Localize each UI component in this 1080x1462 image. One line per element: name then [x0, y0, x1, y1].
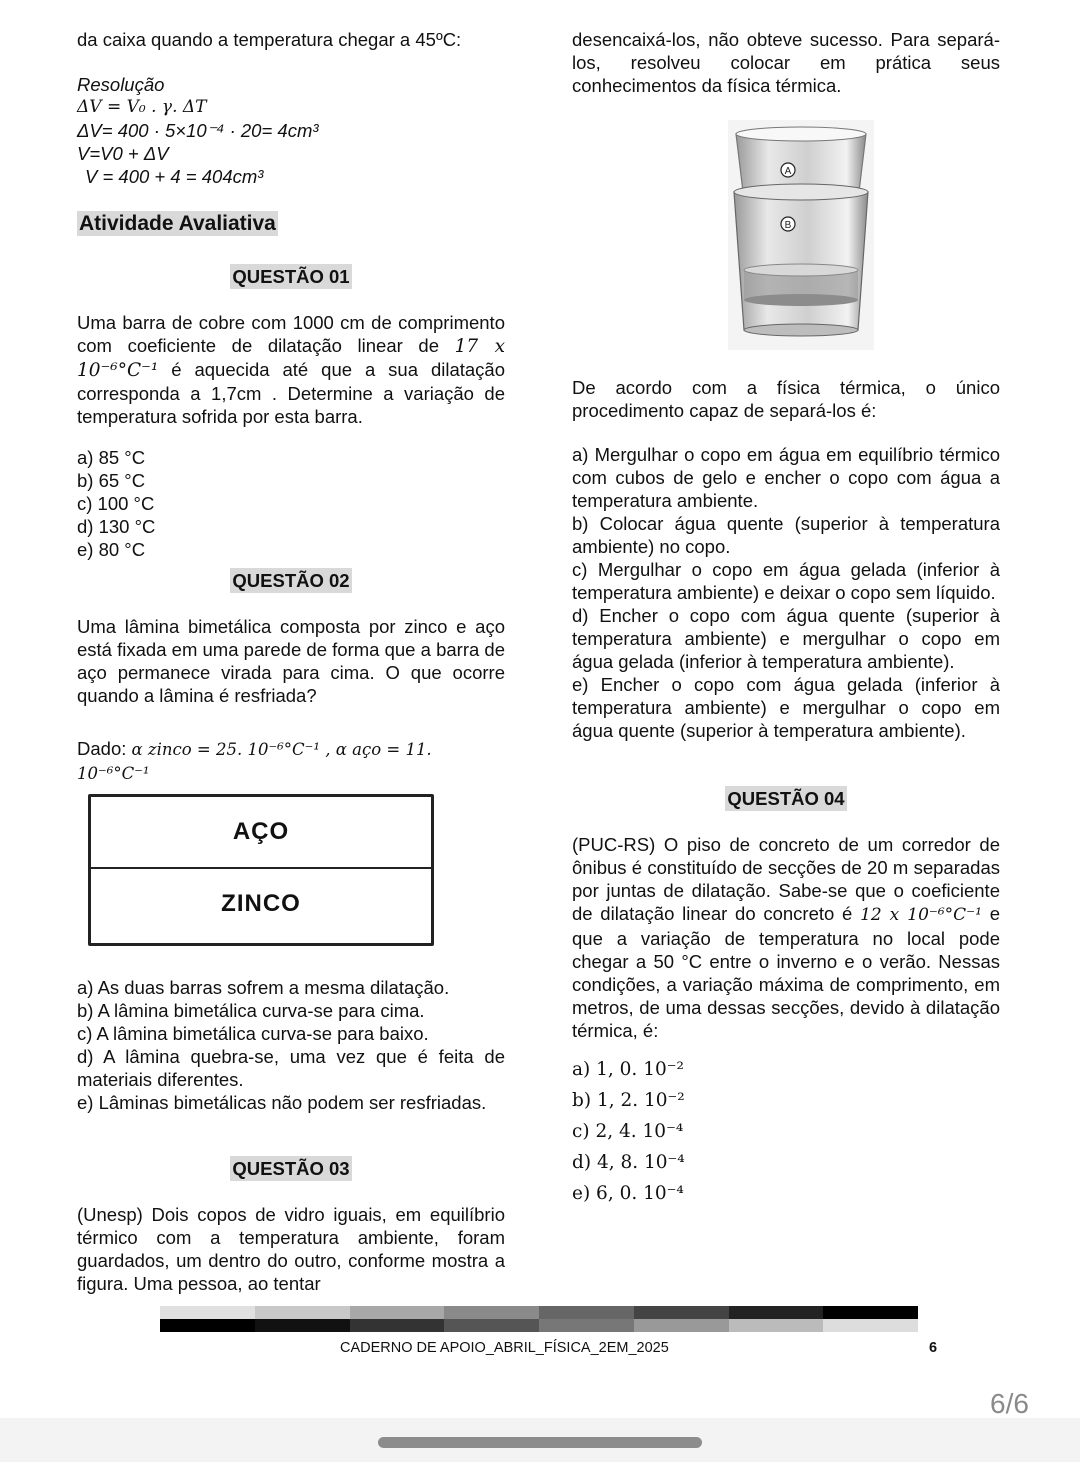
q1-option-b[interactable]: b) 65 °C	[77, 470, 146, 491]
formula-1: ΔV = V₀ . γ. ΔT	[77, 97, 207, 117]
q2-dado	[77, 737, 505, 785]
intro-line: da caixa quando a temperatura chegar a 45ºC:	[77, 29, 462, 50]
q1-option-d[interactable]: d) 130 °C	[77, 516, 156, 537]
label-a: A	[784, 166, 792, 177]
q1-text-a: Uma barra de cobre com 1000 cm de comprimento com coeficiente de dilatação linear de	[77, 312, 505, 356]
footer-title: CADERNO DE APOIO_ABRIL_FÍSICA_2EM_2025	[340, 1340, 669, 1356]
q3-option-a[interactable]: a) Mergulhar o copo em água em equilíbrio térmico com cubos de gelo e encher o copo com água a temperatura ambiente.	[572, 444, 1000, 511]
q3-continued	[572, 28, 1000, 97]
page-counter: 6/6	[990, 1388, 1029, 1419]
q3-option-e[interactable]: e) Encher o copo com água gelada (inferior à temperatura ambiente) e mergulhar o copo em água quente (superior à temperatura ambiente).	[572, 674, 1000, 741]
resolucao-label: Resolução	[77, 74, 165, 95]
q2-option-d[interactable]: d) A lâmina quebra-se, uma vez que é feita de materiais diferentes.	[77, 1046, 505, 1090]
q4-coefficient: 12 x 10⁻⁶°C⁻¹	[860, 905, 982, 925]
stacked-glasses-figure	[728, 120, 874, 350]
q2-option-a[interactable]: a) As duas barras sofrem a mesma dilatação.	[77, 977, 450, 998]
formula-4: V = 400 + 4 = 404cm³	[85, 166, 264, 187]
footer-page-number: 6	[929, 1340, 938, 1356]
q1-text-b: é aquecida até que a sua dilatação corresponda a 1,7cm . Determine a variação de temperatura sofrida por esta barra.	[77, 359, 505, 427]
glass-b	[734, 192, 868, 330]
left-column-top	[77, 28, 505, 188]
q2-text: Uma lâmina bimetálica composta por zinco e aço está fixada em uma parede de forma que a barra de aço permanece virada para cima. O que ocorre quando a lâmina é resfriada?	[77, 616, 505, 706]
home-indicator-bar[interactable]	[378, 1437, 702, 1448]
q2-option-b[interactable]: b) A lâmina bimetálica curva-se para cima.	[77, 1000, 425, 1021]
q1-option-e[interactable]: e) 80 °C	[77, 539, 146, 560]
q3-prompt-block	[572, 376, 1000, 742]
q1-options	[77, 446, 505, 561]
question-02	[77, 568, 505, 785]
q4-option-d[interactable]: d) 4, 8. 10⁻⁴	[572, 1152, 685, 1173]
footer-bar-bottom	[160, 1319, 918, 1332]
q4-option-c[interactable]: c) 2, 4. 10⁻⁴	[572, 1121, 684, 1142]
bimetal-steel-layer: AÇO	[91, 797, 431, 869]
q3-heading: QUESTÃO 03	[232, 1158, 350, 1179]
question-01	[77, 264, 505, 561]
activity-title-block	[77, 211, 505, 236]
q2-option-c[interactable]: c) A lâmina bimetálica curva-se para baixo.	[77, 1023, 429, 1044]
q2-option-e[interactable]: e) Lâminas bimetálicas não podem ser resfriadas.	[77, 1092, 487, 1113]
q4-options	[572, 1054, 1000, 1209]
q4-text-a: (PUC-RS) O piso de concreto de um corredor de ônibus é constituído de secções de 20 m separadas por juntas de dilatação. Sabe-se que o coeficiente de dilatação linear do concreto é	[572, 834, 1000, 924]
bimetal-zinc-layer: ZINCO	[221, 890, 301, 917]
q4-option-e[interactable]: e) 6, 0. 10⁻⁴	[572, 1183, 684, 1204]
q1-coefficient: 17 x 10⁻⁶°C⁻¹	[77, 336, 506, 381]
q4-text-b: e que a variação de temperatura no local pode chegar a 50 °C entre o inverno e o verão. Nessas condições, a variação máxima de comprimento, em metros, de uma dessas secções, devido à dilatação térmica, é:	[572, 903, 1001, 1041]
q4-option-b[interactable]: b) 1, 2. 10⁻²	[572, 1090, 685, 1111]
q3-option-c[interactable]: c) Mergulhar o copo em água gelada (inferior à temperatura ambiente) e deixar o copo sem líquido.	[572, 559, 1000, 603]
q2-heading: QUESTÃO 02	[232, 570, 350, 591]
q1-option-c[interactable]: c) 100 °C	[77, 493, 155, 514]
q1-heading: QUESTÃO 01	[232, 266, 350, 287]
footer-bar-top	[160, 1306, 918, 1319]
q3-text-right: desencaixá-los, não obteve sucesso. Para separá-los, resolveu colocar em prática seus conhecimentos da física térmica.	[572, 29, 1000, 96]
activity-title: Atividade Avaliativa	[79, 212, 276, 235]
formula-2: ΔV= 400 · 5×10⁻⁴ · 20= 4cm³	[77, 120, 319, 141]
q4-text	[572, 833, 1000, 1042]
q1-text	[77, 311, 505, 428]
label-b: B	[784, 220, 792, 231]
q3-text-left: (Unesp) Dois copos de vidro iguais, em equilíbrio térmico com a temperatura ambiente, foram guardados, um dentro do outro, conforme mostra a figura. Uma pessoa, ao tentar	[77, 1204, 505, 1294]
q3-options	[572, 443, 1000, 742]
q2-options	[77, 976, 505, 1114]
q2-dado-label: Dado:	[77, 738, 127, 759]
q2-dado-formula: α zinco = 25. 10⁻⁶°C⁻¹ , α aço = 11. 10⁻⁶°C⁻¹	[77, 740, 432, 783]
q3-option-d[interactable]: d) Encher o copo com água quente (superior à temperatura ambiente) e mergulhar o copo em água gelada (inferior à temperatura ambiente).	[572, 605, 1000, 672]
q3-option-b[interactable]: b) Colocar água quente (superior à temperatura ambiente) no copo.	[572, 513, 1000, 557]
question-04	[572, 786, 1000, 1209]
q3-prompt: De acordo com a física térmica, o único procedimento capaz de separá-los é:	[572, 377, 1000, 421]
q1-option-a[interactable]: a) 85 °C	[77, 447, 146, 468]
q4-option-a[interactable]: a) 1, 0. 10⁻²	[572, 1059, 684, 1080]
question-03	[77, 1156, 505, 1295]
q4-heading: QUESTÃO 04	[727, 788, 845, 809]
formula-3: V=V0 + ΔV	[77, 143, 169, 164]
bimetal-figure	[88, 794, 434, 946]
